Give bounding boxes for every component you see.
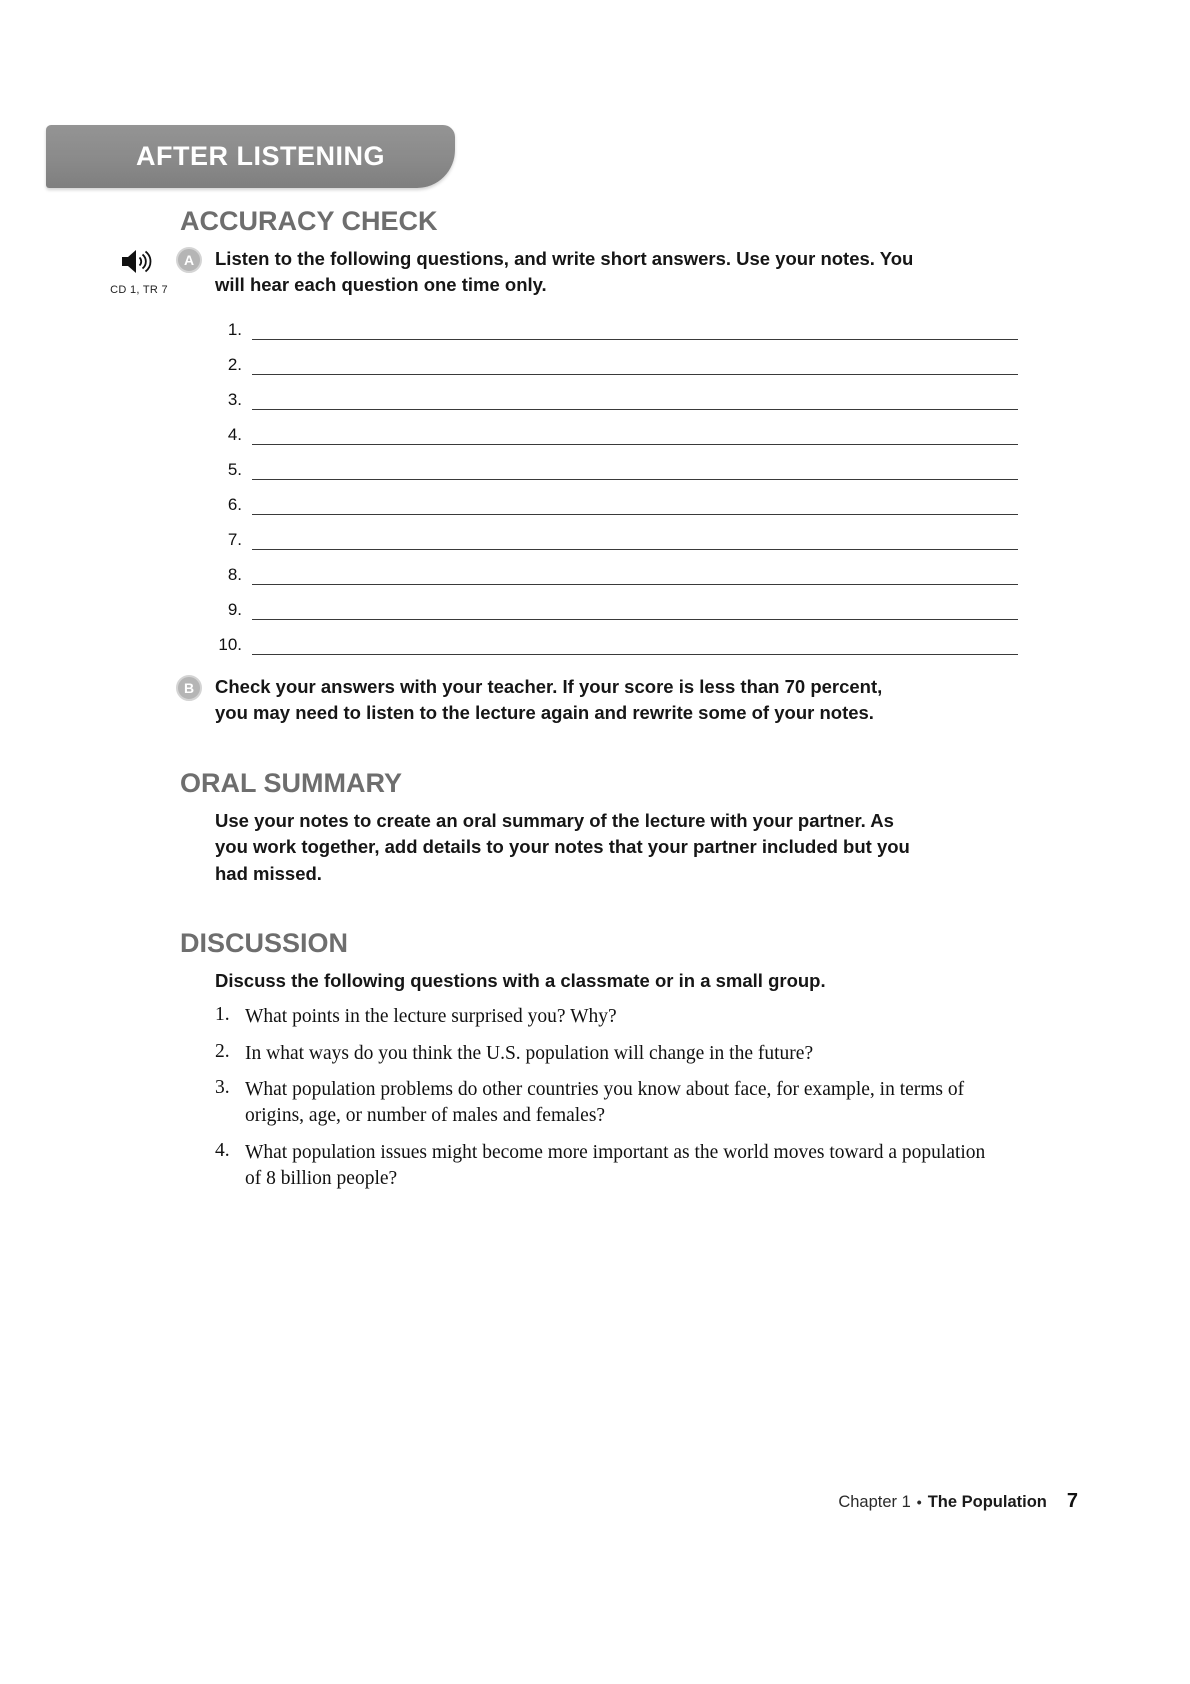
audio-track-label: CD 1, TR 7 xyxy=(110,284,168,296)
question-number: 3. xyxy=(215,1077,230,1099)
answer-line-number: 8. xyxy=(227,565,242,584)
answer-line-number: 5. xyxy=(227,460,242,479)
answer-line-number: 9. xyxy=(227,600,242,619)
answer-line-row xyxy=(210,480,1018,515)
answer-blank-line xyxy=(252,526,1018,550)
footer-separator: • xyxy=(916,1494,922,1510)
task-b-badge-icon: B xyxy=(176,675,202,701)
answer-line-number: 1. xyxy=(227,320,242,339)
banner-title: AFTER LISTENING xyxy=(136,141,385,171)
task-a xyxy=(176,246,915,299)
answer-blank-line xyxy=(252,456,1018,480)
answer-line-row xyxy=(210,445,1018,480)
answer-blank-line xyxy=(252,491,1018,515)
footer-section-title: The Population xyxy=(927,1493,1047,1511)
oral-summary-heading: ORAL SUMMARY xyxy=(180,768,402,798)
task-a-instructions: Listen to the following questions, and write short answers. Use your notes. You will hear each question one time only. xyxy=(215,248,914,296)
discussion-question xyxy=(215,1077,1005,1128)
accuracy-check-heading: ACCURACY CHECK xyxy=(180,206,438,236)
question-text: In what ways do you think the U.S. population will change in the future? xyxy=(245,1042,814,1064)
page-footer xyxy=(838,1490,1078,1513)
question-number: 2. xyxy=(215,1040,230,1062)
answer-line-row xyxy=(210,620,1018,655)
answer-blank-line xyxy=(252,596,1018,620)
answer-blank-line xyxy=(252,351,1018,375)
answer-line-row xyxy=(210,375,1018,410)
answer-blank-line xyxy=(252,631,1018,655)
answer-line-number: 6. xyxy=(227,495,242,514)
task-b xyxy=(176,674,915,727)
discussion-question-list xyxy=(215,1004,1005,1202)
answer-lines-list xyxy=(210,305,1018,655)
answer-line-row xyxy=(210,340,1018,375)
question-number: 4. xyxy=(215,1139,230,1161)
footer-page-number: 7 xyxy=(1066,1490,1078,1512)
answer-line-row xyxy=(210,410,1018,445)
answer-blank-line xyxy=(252,386,1018,410)
speaker-icon xyxy=(121,248,157,280)
answer-line-row xyxy=(210,305,1018,340)
after-listening-banner xyxy=(46,125,455,188)
answer-line-number: 7. xyxy=(227,530,242,549)
answer-blank-line xyxy=(252,421,1018,445)
answer-line-number: 3. xyxy=(227,390,242,409)
answer-line-row xyxy=(210,585,1018,620)
audio-marker xyxy=(108,248,170,296)
discussion-question xyxy=(215,1041,1005,1067)
answer-blank-line xyxy=(252,316,1018,340)
answer-line-row xyxy=(210,515,1018,550)
answer-line-number: 10. xyxy=(218,635,242,654)
answer-blank-line xyxy=(252,561,1018,585)
answer-line-number: 2. xyxy=(227,355,242,374)
discussion-question xyxy=(215,1004,1005,1030)
answer-line-number: 4. xyxy=(227,425,242,444)
question-text: What population problems do other countries you know about face, for example, in terms of origins, age, or number of males and females? xyxy=(245,1079,965,1127)
oral-summary-instructions: Use your notes to create an oral summary of the lecture with your partner. As you work together, add details to your notes that your partner included but you had missed. xyxy=(215,810,910,884)
task-a-badge-icon: A xyxy=(176,247,202,273)
discussion-heading: DISCUSSION xyxy=(180,928,349,958)
question-number: 1. xyxy=(215,1004,230,1025)
footer-chapter-label: Chapter 1 xyxy=(838,1493,911,1511)
answer-line-row xyxy=(210,550,1018,585)
question-text: What points in the lecture surprised you? Why? xyxy=(245,1006,617,1027)
question-text: What population issues might become more important as the world moves toward a population of 8 billion people? xyxy=(245,1141,986,1189)
discussion-question xyxy=(215,1140,1005,1191)
discussion-intro: Discuss the following questions with a classmate or in a small group. xyxy=(215,970,826,991)
task-b-instructions: Check your answers with your teacher. If your score is less than 70 percent, you may need to listen to the lecture again and rewrite some of your notes. xyxy=(215,676,883,724)
